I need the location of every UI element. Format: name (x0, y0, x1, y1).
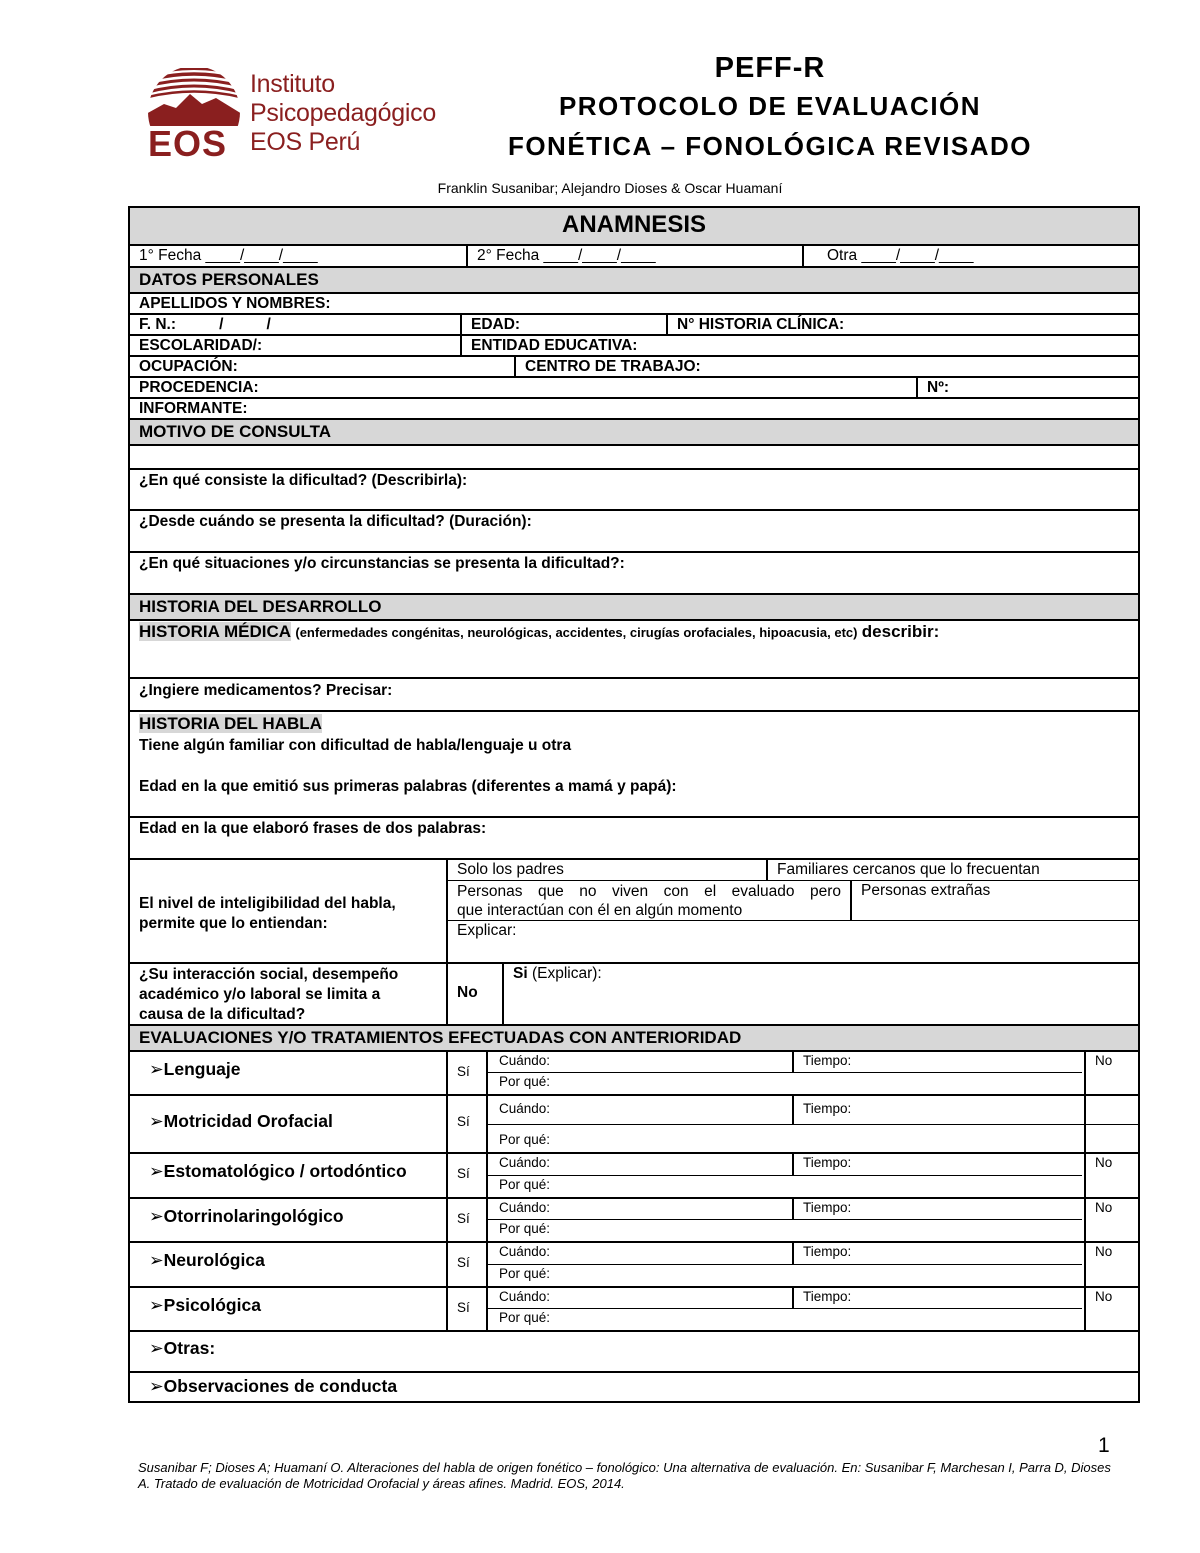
entidad-educativa-field[interactable]: ENTIDAD EDUCATIVA: (471, 337, 638, 354)
option-personas[interactable]: Personas que no viven con el evaluado pero que interactúan con él en algún momento (457, 883, 841, 919)
fn-field[interactable]: F. N.: / / (139, 316, 271, 333)
logo-line-2: Psicopedagógico (250, 99, 436, 127)
ocupacion-row (128, 357, 1140, 378)
eval-tiempo-estomatologico[interactable]: Tiempo: (803, 1155, 852, 1170)
interaccion-si-option[interactable]: Si (Explicar): (513, 965, 602, 982)
institute-logo (146, 68, 446, 160)
eval-row-otorrino (128, 1199, 1140, 1243)
inteligibilidad-label: El nivel de inteligibilidad del habla, permite que lo entiendan: (139, 895, 396, 932)
motivo-q2[interactable]: ¿Desde cuándo se presenta la dificultad? (Duración): (128, 511, 1140, 553)
eval-cuando-otorrino[interactable]: Cuándo: (499, 1200, 551, 1215)
eval-label-lenguaje: ➢Lenguaje (149, 1059, 241, 1079)
informante-field[interactable]: INFORMANTE: (139, 400, 248, 417)
eval-cuando-estomatologico[interactable]: Cuándo: (499, 1155, 551, 1170)
numero-field[interactable]: Nº: (927, 379, 950, 396)
fn-row (128, 315, 1140, 336)
historia-habla-label: HISTORIA DEL HABLA (139, 714, 322, 733)
apellidos-row (128, 294, 1140, 315)
eval-row-neurologica (128, 1243, 1140, 1288)
eval-no-lenguaje[interactable]: No (1095, 1053, 1113, 1068)
logo-line-1: Instituto (250, 70, 335, 98)
eval-tiempo-motricidad[interactable]: Tiempo: (803, 1101, 852, 1116)
eval-row-motricidad (128, 1096, 1140, 1154)
anamnesis-header: ANAMNESIS (128, 208, 1140, 246)
eval-label-otorrino: ➢Otorrinolaringológico (149, 1206, 344, 1226)
eval-no-estomatologico[interactable]: No (1095, 1155, 1113, 1170)
page-number: 1 (1098, 1434, 1110, 1457)
motivo-consulta-header: MOTIVO DE CONSULTA (128, 420, 1140, 446)
motivo-q1[interactable]: ¿En qué consiste la dificultad? (Describirla): (128, 470, 1140, 511)
centro-trabajo-field[interactable]: CENTRO DE TRABAJO: (525, 358, 701, 375)
fecha-2[interactable]: 2° Fecha ____/____/____ (477, 247, 656, 264)
historia-clinica-field[interactable]: N° HISTORIA CLÍNICA: (677, 316, 845, 333)
eval-si-estomatologico[interactable]: Sí (457, 1166, 470, 1181)
eval-label-neurologica: ➢Neurológica (149, 1250, 265, 1270)
title-peff-r: PEFF-R (714, 52, 826, 84)
eval-label-observaciones: ➢Observaciones de conducta (149, 1376, 398, 1396)
eval-porque-estomatologico[interactable]: Por qué: (499, 1177, 551, 1192)
eval-no-psicologica[interactable]: No (1095, 1289, 1113, 1304)
eval-no-neurologica[interactable]: No (1095, 1244, 1113, 1259)
title-protocolo: PROTOCOLO DE EVALUACIÓN (558, 91, 982, 121)
eval-tiempo-lenguaje[interactable]: Tiempo: (803, 1053, 852, 1068)
edad-field[interactable]: EDAD: (471, 316, 521, 333)
eval-si-otorrino[interactable]: Sí (457, 1211, 470, 1226)
eval-label-motricidad: ➢Motricidad Orofacial (149, 1111, 333, 1131)
escolaridad-row (128, 336, 1140, 357)
evaluaciones-header: EVALUACIONES Y/O TRATAMIENTOS EFECTUADAS CON ANTERIORIDAD (128, 1026, 1140, 1052)
logo-line-3: EOS Perú (250, 128, 361, 156)
eval-cuando-psicologica[interactable]: Cuándo: (499, 1289, 551, 1304)
procedencia-field[interactable]: PROCEDENCIA: (139, 379, 259, 396)
escolaridad-field[interactable]: ESCOLARIDAD/: (139, 337, 263, 354)
eval-no-otorrino[interactable]: No (1095, 1200, 1113, 1215)
eval-label-psicologica: ➢Psicológica (149, 1295, 261, 1315)
eval-tiempo-otorrino[interactable]: Tiempo: (803, 1200, 852, 1215)
historia-desarrollo-header: HISTORIA DEL DESARROLLO (128, 595, 1140, 621)
inteligibilidad-row (128, 860, 1140, 964)
option-solo-padres[interactable]: Solo los padres (457, 861, 564, 878)
familiar-question: Tiene algún familiar con dificultad de habla/lenguaje u otra (139, 737, 572, 754)
document-title (450, 50, 1090, 166)
anamnesis-form (128, 206, 1140, 1403)
eval-cuando-motricidad[interactable]: Cuándo: (499, 1101, 551, 1116)
eval-row-otras[interactable] (128, 1332, 1140, 1373)
historia-habla-row[interactable] (128, 712, 1140, 818)
option-extranas[interactable]: Personas extrañas (861, 882, 991, 899)
medicamentos-row[interactable]: ¿Ingiere medicamentos? Precisar: (128, 679, 1140, 712)
title-fonetica: FONÉTICA – FONOLÓGICA REVISADO (507, 131, 1033, 161)
motivo-q3[interactable]: ¿En qué situaciones y/o circunstancias se presenta la dificultad?: (128, 553, 1140, 595)
eval-si-lenguaje[interactable]: Sí (457, 1064, 470, 1079)
procedencia-row (128, 378, 1140, 399)
explicar-field[interactable]: Explicar: (457, 922, 517, 939)
logo-text (250, 70, 436, 157)
eos-logo-icon (146, 68, 246, 160)
motivo-blank-row[interactable] (128, 446, 1140, 470)
historia-medica-tail: describir: (861, 622, 940, 641)
eval-porque-psicologica[interactable]: Por qué: (499, 1310, 551, 1325)
eval-row-observaciones[interactable] (128, 1373, 1140, 1403)
fecha-row (128, 246, 1140, 268)
fecha-1[interactable]: 1° Fecha ____/____/____ (139, 247, 318, 264)
option-familiares[interactable]: Familiares cercanos que lo frecuentan (777, 861, 1040, 878)
historia-medica-row[interactable] (128, 621, 1140, 679)
interaccion-no-option[interactable]: No (457, 984, 478, 1001)
apellidos-field[interactable]: APELLIDOS Y NOMBRES: (139, 295, 331, 312)
informante-row (128, 399, 1140, 420)
frases-row[interactable]: Edad en la que elaboró frases de dos palabras: (128, 818, 1140, 860)
eval-porque-lenguaje[interactable]: Por qué: (499, 1074, 551, 1089)
citation-footnote: Susanibar F; Dioses A; Huamaní O. Alteraciones del habla de origen fonético – fonológico: Una alternativa de evaluación. En: Susanibar F, Marchesan I, Parra D, Dioses A. Tratado de evaluación de Motricidad Orofacial y áreas afines. Madrid. EOS, 2014. (138, 1460, 1111, 1491)
interaccion-social-row (128, 964, 1140, 1026)
historia-medica-paren: (enfermedades congénitas, neurológicas, accidentes, cirugías orofaciales, hipoacusia, etc) (295, 625, 858, 640)
fecha-otra[interactable]: Otra ____/____/____ (827, 247, 974, 264)
eval-si-motricidad[interactable]: Sí (457, 1114, 470, 1129)
eval-porque-motricidad[interactable]: Por qué: (499, 1132, 551, 1147)
eval-cuando-neurologica[interactable]: Cuándo: (499, 1244, 551, 1259)
eval-cuando-lenguaje[interactable]: Cuándo: (499, 1053, 551, 1068)
svg-text:EOS: EOS (148, 123, 228, 160)
authors: Franklin Susanibar; Alejandro Dioses & Oscar Huamaní (437, 180, 783, 196)
eval-row-lenguaje (128, 1052, 1140, 1096)
eval-row-estomatologico (128, 1154, 1140, 1199)
primeras-palabras-question: Edad en la que emitió sus primeras palabras (diferentes a mamá y papá): (139, 778, 677, 795)
eval-si-psicologica[interactable]: Sí (457, 1300, 470, 1315)
eval-label-otras: ➢Otras: (149, 1338, 216, 1358)
eval-porque-neurologica[interactable]: Por qué: (499, 1266, 551, 1281)
eval-porque-otorrino[interactable]: Por qué: (499, 1221, 551, 1236)
eval-tiempo-neurologica[interactable]: Tiempo: (803, 1244, 852, 1259)
eval-label-estomatologico: ➢Estomatológico / ortodóntico (149, 1161, 407, 1181)
historia-medica-label: HISTORIA MÉDICA (139, 622, 292, 641)
interaccion-social-label: ¿Su interacción social, desempeño académico y/o laboral se limita a causa de la dificultad? (139, 966, 399, 1023)
eval-tiempo-psicologica[interactable]: Tiempo: (803, 1289, 852, 1304)
eval-row-psicologica (128, 1288, 1140, 1332)
eval-si-neurologica[interactable]: Sí (457, 1255, 470, 1270)
datos-personales-header: DATOS PERSONALES (128, 268, 1140, 294)
ocupacion-field[interactable]: OCUPACIÓN: (139, 358, 238, 375)
